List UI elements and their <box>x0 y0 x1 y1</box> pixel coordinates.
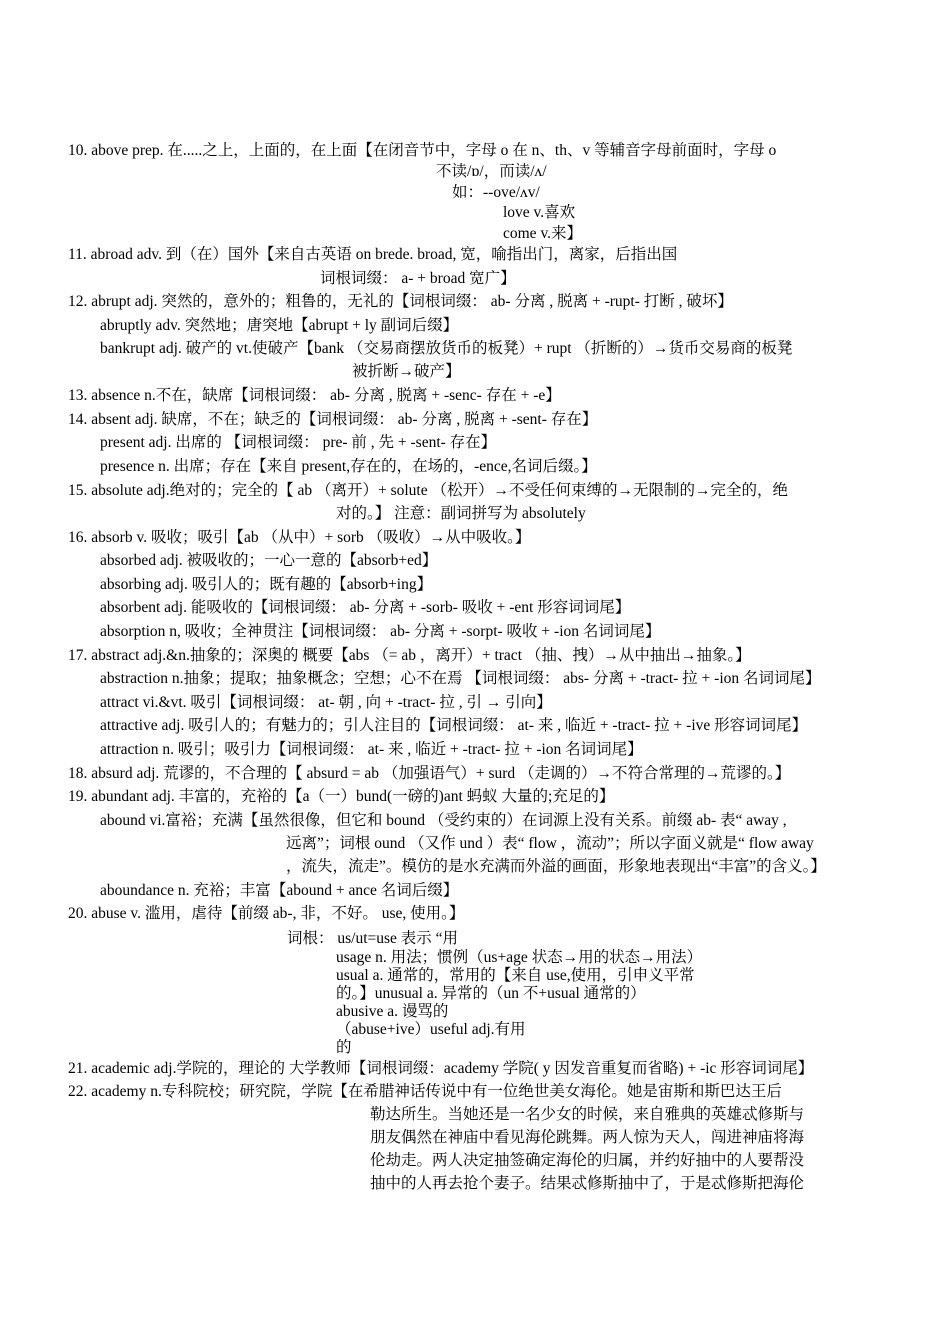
text-line: 被折断→破产】 <box>352 363 461 380</box>
text-line: 的。】unusual a. 异常的（un 不+usual 通常的） <box>336 985 646 1002</box>
text-line: 22. academy n.专科院校；研究院，学院【在希腊神话传说中有一位绝世美女海伦。她是宙斯和斯巴达王后 <box>68 1083 782 1100</box>
text-line: come v.来】 <box>503 225 583 242</box>
text-line: attractive adj. 吸引人的；有魅力的；引人注目的【词根词缀： at- 来 , 临近 + -tract- 拉 + -ive 形容词词尾】 <box>100 717 808 734</box>
text-line: absorbent adj. 能吸收的【词根词缀： ab- 分离 + -sorb- 吸收 + -ent 形容词词尾】 <box>100 599 631 616</box>
text-line: 如：--ove/ʌv/ <box>452 184 540 201</box>
text-line: 12. abrupt adj. 突然的，意外的；粗鲁的，无礼的【词根词缀： ab- 分离 , 脱离 + -rupt- 打断 , 破坏】 <box>68 293 733 310</box>
text-line: 伦劫走。两人决定抽签确定海伦的归属，并约好抽中的人要帮没 <box>370 1152 805 1169</box>
text-line: 14. absent adj. 缺席，不在；缺乏的【词根词缀： ab- 分离 , 脱离 + -sent- 存在】 <box>68 411 598 428</box>
text-line: 朋友偶然在神庙中看见海伦跳舞。两人惊为天人，闯进神庙将海 <box>370 1129 805 1146</box>
text-line: 抽中的人再去抢个妻子。结果忒修斯抽中了，于是忒修斯把海伦 <box>370 1175 805 1192</box>
text-line: 对的。】 注意：副词拼写为 absolutely <box>336 505 586 522</box>
text-line: abusive a. 谩骂的 <box>336 1003 449 1020</box>
text-line: abruptly adv. 突然地；唐突地【abrupt + ly 副词后缀】 <box>100 317 459 334</box>
text-line: present adj. 出席的 【词根词缀： pre- 前 , 先 + -sent- 存在】 <box>100 434 497 451</box>
text-line: absorption n, 吸收；全神贯注【词根词缀： ab- 分离 + -sorpt- 吸收 + -ion 名词词尾】 <box>100 623 661 640</box>
text-line: aboundance n. 充裕；丰富【abound + ance 名词后缀】 <box>100 882 459 899</box>
text-line: presence n. 出席；存在【来自 present,存在的，在场的，-ence,名词后缀。】 <box>100 458 597 475</box>
text-line: abstraction n.抽象；提取；抽象概念；空想；心不在焉 【词根词缀： abs- 分离 + -tract- 拉 + -ion 名词词尾】 <box>100 670 821 687</box>
text-line: absorbed adj. 被吸收的；一心一意的【absorb+ed】 <box>100 552 438 569</box>
text-line: 15. absolute adj.绝对的；完全的【 ab （离开）+ solute （松开）→不受任何束缚的→无限制的→完全的，绝 <box>68 482 788 499</box>
text-line: attraction n. 吸引；吸引力【词根词缀： at- 来 , 临近 + -tract- 拉 + -ion 名词词尾】 <box>100 741 643 758</box>
text-line: absorbing adj. 吸引人的；既有趣的【absorb+ing】 <box>100 576 433 593</box>
text-line: 13. absence n.不在，缺席【词根词缀： ab- 分离 , 脱离 + -senc- 存在 + -e】 <box>68 387 561 404</box>
text-line: attract vi.&vt. 吸引【词根词缀： at- 朝 , 向 + -tract- 拉 , 引 → 引向】 <box>100 694 552 711</box>
text-line: usual a. 通常的，常用的【来自 use,使用，引申义平常 <box>336 967 695 984</box>
text-line: abound vi.富裕；充满【虽然很像，但它和 bound （受约束的）在词源上没有关系。前缀 ab- 表“ away , <box>100 812 787 829</box>
text-line: 18. absurd adj. 荒谬的，不合理的【 absurd = ab （加强语气）+ surd （走调的）→不符合常理的→荒谬的。】 <box>68 765 791 782</box>
text-line: ，流失，流走”。模仿的是水充满而外溢的画面，形象地表现出“丰富”的含义。】 <box>286 858 826 875</box>
text-line: 词根词缀： a- + broad 宽广】 <box>320 270 516 287</box>
text-line: 不读/ɒ/，而读/ʌ/ <box>436 163 547 180</box>
text-line: bankrupt adj. 破产的 vt.使破产【bank （交易商摆放货币的板凳）+ rupt （折断的）→货币交易商的板凳 <box>100 340 793 357</box>
text-line: love v.喜欢 <box>503 204 576 221</box>
text-line: 20. abuse v. 滥用，虐待【前缀 ab-, 非，不好。 use, 使用。】 <box>68 905 465 922</box>
text-line: 19. abundant adj. 丰富的，充裕的【a（一）bund(一磅的)ant 蚂蚁 大量的;充足的】 <box>68 788 615 805</box>
text-line: 17. abstract adj.&n.抽象的；深奥的 概要【abs （= ab ，离开）+ tract （抽、拽）→从中抽出→抽象。】 <box>68 647 751 664</box>
text-line: 的 <box>336 1039 352 1056</box>
text-line: 10. above prep. 在.....之上，上面的，在上面【在闭音节中，字母 o 在 n、th、v 等辅音字母前面时，字母 o <box>68 142 777 159</box>
text-line: （abuse+ive）useful adj.有用 <box>336 1021 526 1038</box>
text-line: 词根： us/ut=use 表示 “用 <box>287 930 459 947</box>
text-line: 远离”；词根 ound （又作 und ）表“ flow ，流动”；所以字面义就是“ flow away <box>286 835 814 852</box>
text-line: 16. absorb v. 吸收；吸引【ab （从中）+ sorb （吸收）→从中吸收。】 <box>68 529 531 546</box>
text-line: 勒达所生。当她还是一名少女的时候，来自雅典的英雄忒修斯与 <box>370 1106 805 1123</box>
text-line: 11. abroad adv. 到（在）国外【来自古英语 on brede. broad, 宽，喻指出门，离家，后指出国 <box>68 246 678 263</box>
text-line: 21. academic adj.学院的，理论的 大学教师【词根词缀：academy 学院( y 因发音重复而省略) + -ic 形容词词尾】 <box>68 1060 814 1077</box>
text-line: usage n. 用法；惯例（us+age 状态→用的状态→用法） <box>336 949 703 966</box>
